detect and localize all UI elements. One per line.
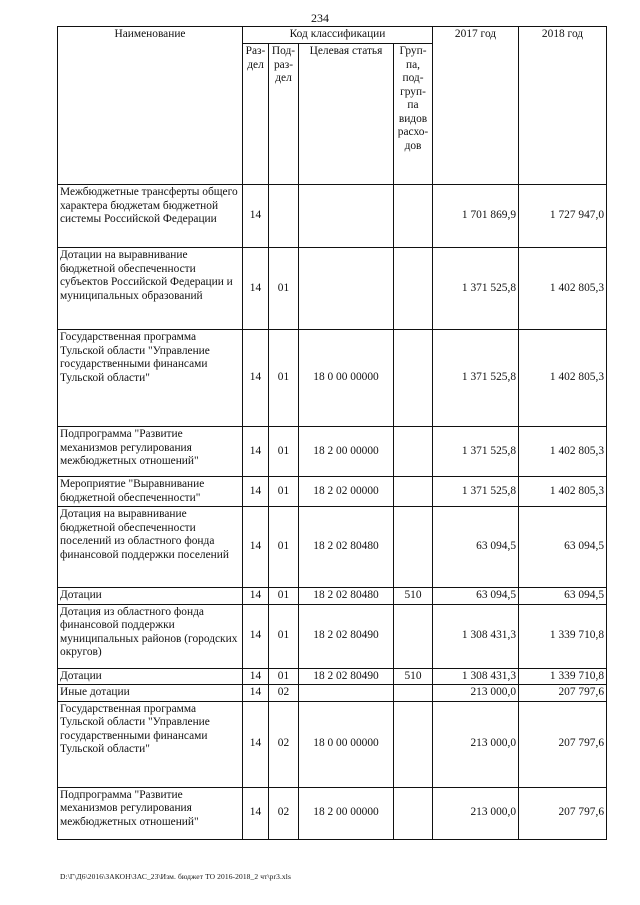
row-expense-group (394, 185, 433, 248)
row-section: 14 (243, 248, 269, 330)
row-target-article: 18 0 00 00000 (299, 330, 394, 427)
table-row (58, 427, 607, 477)
row-expense-group (394, 701, 433, 787)
header-year-2018: 2018 год (519, 27, 607, 185)
row-amount-2018: 1 402 805,3 (519, 248, 607, 330)
row-target-article: 18 2 02 80480 (299, 507, 394, 588)
row-name: Подпрограмма "Развитие механизмов регулирования межбюджетных отношений" (58, 787, 243, 839)
row-subsection: 01 (269, 668, 299, 685)
header-classification: Код классификации (243, 27, 433, 44)
row-subsection: 01 (269, 248, 299, 330)
row-name: Мероприятие "Выравнивание бюджетной обеспеченности" (58, 477, 243, 507)
row-subsection: 01 (269, 477, 299, 507)
header-group-label: Груп- па, под- груп- па видов расхо- дов (397, 45, 429, 152)
row-amount-2018: 1 339 710,8 (519, 604, 607, 668)
row-amount-2018: 63 094,5 (519, 588, 607, 605)
row-section: 14 (243, 330, 269, 427)
row-section: 14 (243, 701, 269, 787)
row-expense-group (394, 477, 433, 507)
row-subsection: 02 (269, 685, 299, 702)
row-name: Дотация на выравнивание бюджетной обеспеченности поселений из областного фонда финансовой поддержки поселений (58, 507, 243, 588)
page-number: 234 (311, 11, 329, 25)
row-subsection: 01 (269, 507, 299, 588)
row-expense-group (394, 330, 433, 427)
row-section: 14 (243, 185, 269, 248)
row-amount-2018: 1 727 947,0 (519, 185, 607, 248)
row-section: 14 (243, 604, 269, 668)
row-section: 14 (243, 685, 269, 702)
row-target-article (299, 248, 394, 330)
table-row (58, 330, 607, 427)
header-subsection-label: Под- раз- дел (271, 45, 296, 84)
row-target-article (299, 185, 394, 248)
row-amount-2018: 207 797,6 (519, 685, 607, 702)
header-name: Наименование (58, 27, 243, 185)
row-amount-2018: 207 797,6 (519, 787, 607, 839)
row-expense-group (394, 685, 433, 702)
table-row (58, 588, 607, 605)
row-section: 14 (243, 668, 269, 685)
row-expense-group: 510 (394, 668, 433, 685)
table-row (58, 185, 607, 248)
table-row (58, 507, 607, 588)
row-subsection (269, 185, 299, 248)
budget-table (57, 26, 607, 840)
table-row (58, 668, 607, 685)
header-year-2017: 2017 год (433, 27, 519, 185)
row-target-article: 18 2 02 80480 (299, 588, 394, 605)
header-section (243, 44, 269, 185)
row-amount-2018: 63 094,5 (519, 507, 607, 588)
row-section: 14 (243, 787, 269, 839)
table-row (58, 701, 607, 787)
row-name: Государственная программа Тульской области "Управление государственными финансами Тульской области" (58, 330, 243, 427)
row-target-article: 18 2 02 00000 (299, 477, 394, 507)
row-amount-2017: 1 371 525,8 (433, 427, 519, 477)
table-row (58, 787, 607, 839)
row-name: Межбюджетные трансферты общего характера бюджетам бюджетной системы Российской Федерации (58, 185, 243, 248)
row-amount-2018: 1 402 805,3 (519, 477, 607, 507)
row-amount-2017: 213 000,0 (433, 685, 519, 702)
row-amount-2017: 213 000,0 (433, 701, 519, 787)
row-target-article: 18 2 02 80490 (299, 668, 394, 685)
header-target: Целевая статья (299, 44, 394, 185)
row-target-article (299, 685, 394, 702)
row-subsection: 01 (269, 588, 299, 605)
row-expense-group (394, 507, 433, 588)
row-expense-group: 510 (394, 588, 433, 605)
row-amount-2017: 213 000,0 (433, 787, 519, 839)
table-row (58, 685, 607, 702)
row-section: 14 (243, 427, 269, 477)
row-subsection: 02 (269, 701, 299, 787)
row-expense-group (394, 604, 433, 668)
row-name: Дотации (58, 588, 243, 605)
row-amount-2018: 1 402 805,3 (519, 330, 607, 427)
row-section: 14 (243, 588, 269, 605)
table-row (58, 248, 607, 330)
row-amount-2018: 1 339 710,8 (519, 668, 607, 685)
row-name: Подпрограмма "Развитие механизмов регулирования межбюджетных отношений" (58, 427, 243, 477)
row-amount-2017: 1 701 869,9 (433, 185, 519, 248)
row-target-article: 18 2 00 00000 (299, 427, 394, 477)
row-target-article: 18 0 00 00000 (299, 701, 394, 787)
row-section: 14 (243, 477, 269, 507)
row-amount-2017: 1 371 525,8 (433, 248, 519, 330)
header-row (58, 27, 607, 44)
row-name: Дотация из областного фонда финансовой поддержки муниципальных районов (городских округов) (58, 604, 243, 668)
row-amount-2017: 63 094,5 (433, 588, 519, 605)
header-section-label: Раз- дел (245, 45, 266, 71)
row-subsection: 01 (269, 330, 299, 427)
row-amount-2017: 1 371 525,8 (433, 477, 519, 507)
row-name: Государственная программа Тульской области "Управление государственными финансами Тульской области" (58, 701, 243, 787)
row-name: Дотации (58, 668, 243, 685)
row-subsection: 01 (269, 604, 299, 668)
row-subsection: 01 (269, 427, 299, 477)
row-amount-2017: 1 371 525,8 (433, 330, 519, 427)
row-expense-group (394, 248, 433, 330)
row-amount-2017: 63 094,5 (433, 507, 519, 588)
row-subsection: 02 (269, 787, 299, 839)
table-row (58, 477, 607, 507)
footer-file-path: D:\Г\Д6\2016\ЗАКОН\ЗАС_23\Изм. бюджет ТО 2016-2018_2 чт\pr3.xls (60, 872, 291, 881)
row-target-article: 18 2 00 00000 (299, 787, 394, 839)
row-expense-group (394, 427, 433, 477)
row-amount-2017: 1 308 431,3 (433, 604, 519, 668)
row-section: 14 (243, 507, 269, 588)
row-amount-2018: 1 402 805,3 (519, 427, 607, 477)
table-row (58, 604, 607, 668)
header-group (394, 44, 433, 185)
row-amount-2018: 207 797,6 (519, 701, 607, 787)
row-expense-group (394, 787, 433, 839)
row-target-article: 18 2 02 80490 (299, 604, 394, 668)
row-amount-2017: 1 308 431,3 (433, 668, 519, 685)
row-name: Дотации на выравнивание бюджетной обеспеченности субъектов Российской Федерации и муниципальных образований (58, 248, 243, 330)
header-subsection (269, 44, 299, 185)
row-name: Иные дотации (58, 685, 243, 702)
